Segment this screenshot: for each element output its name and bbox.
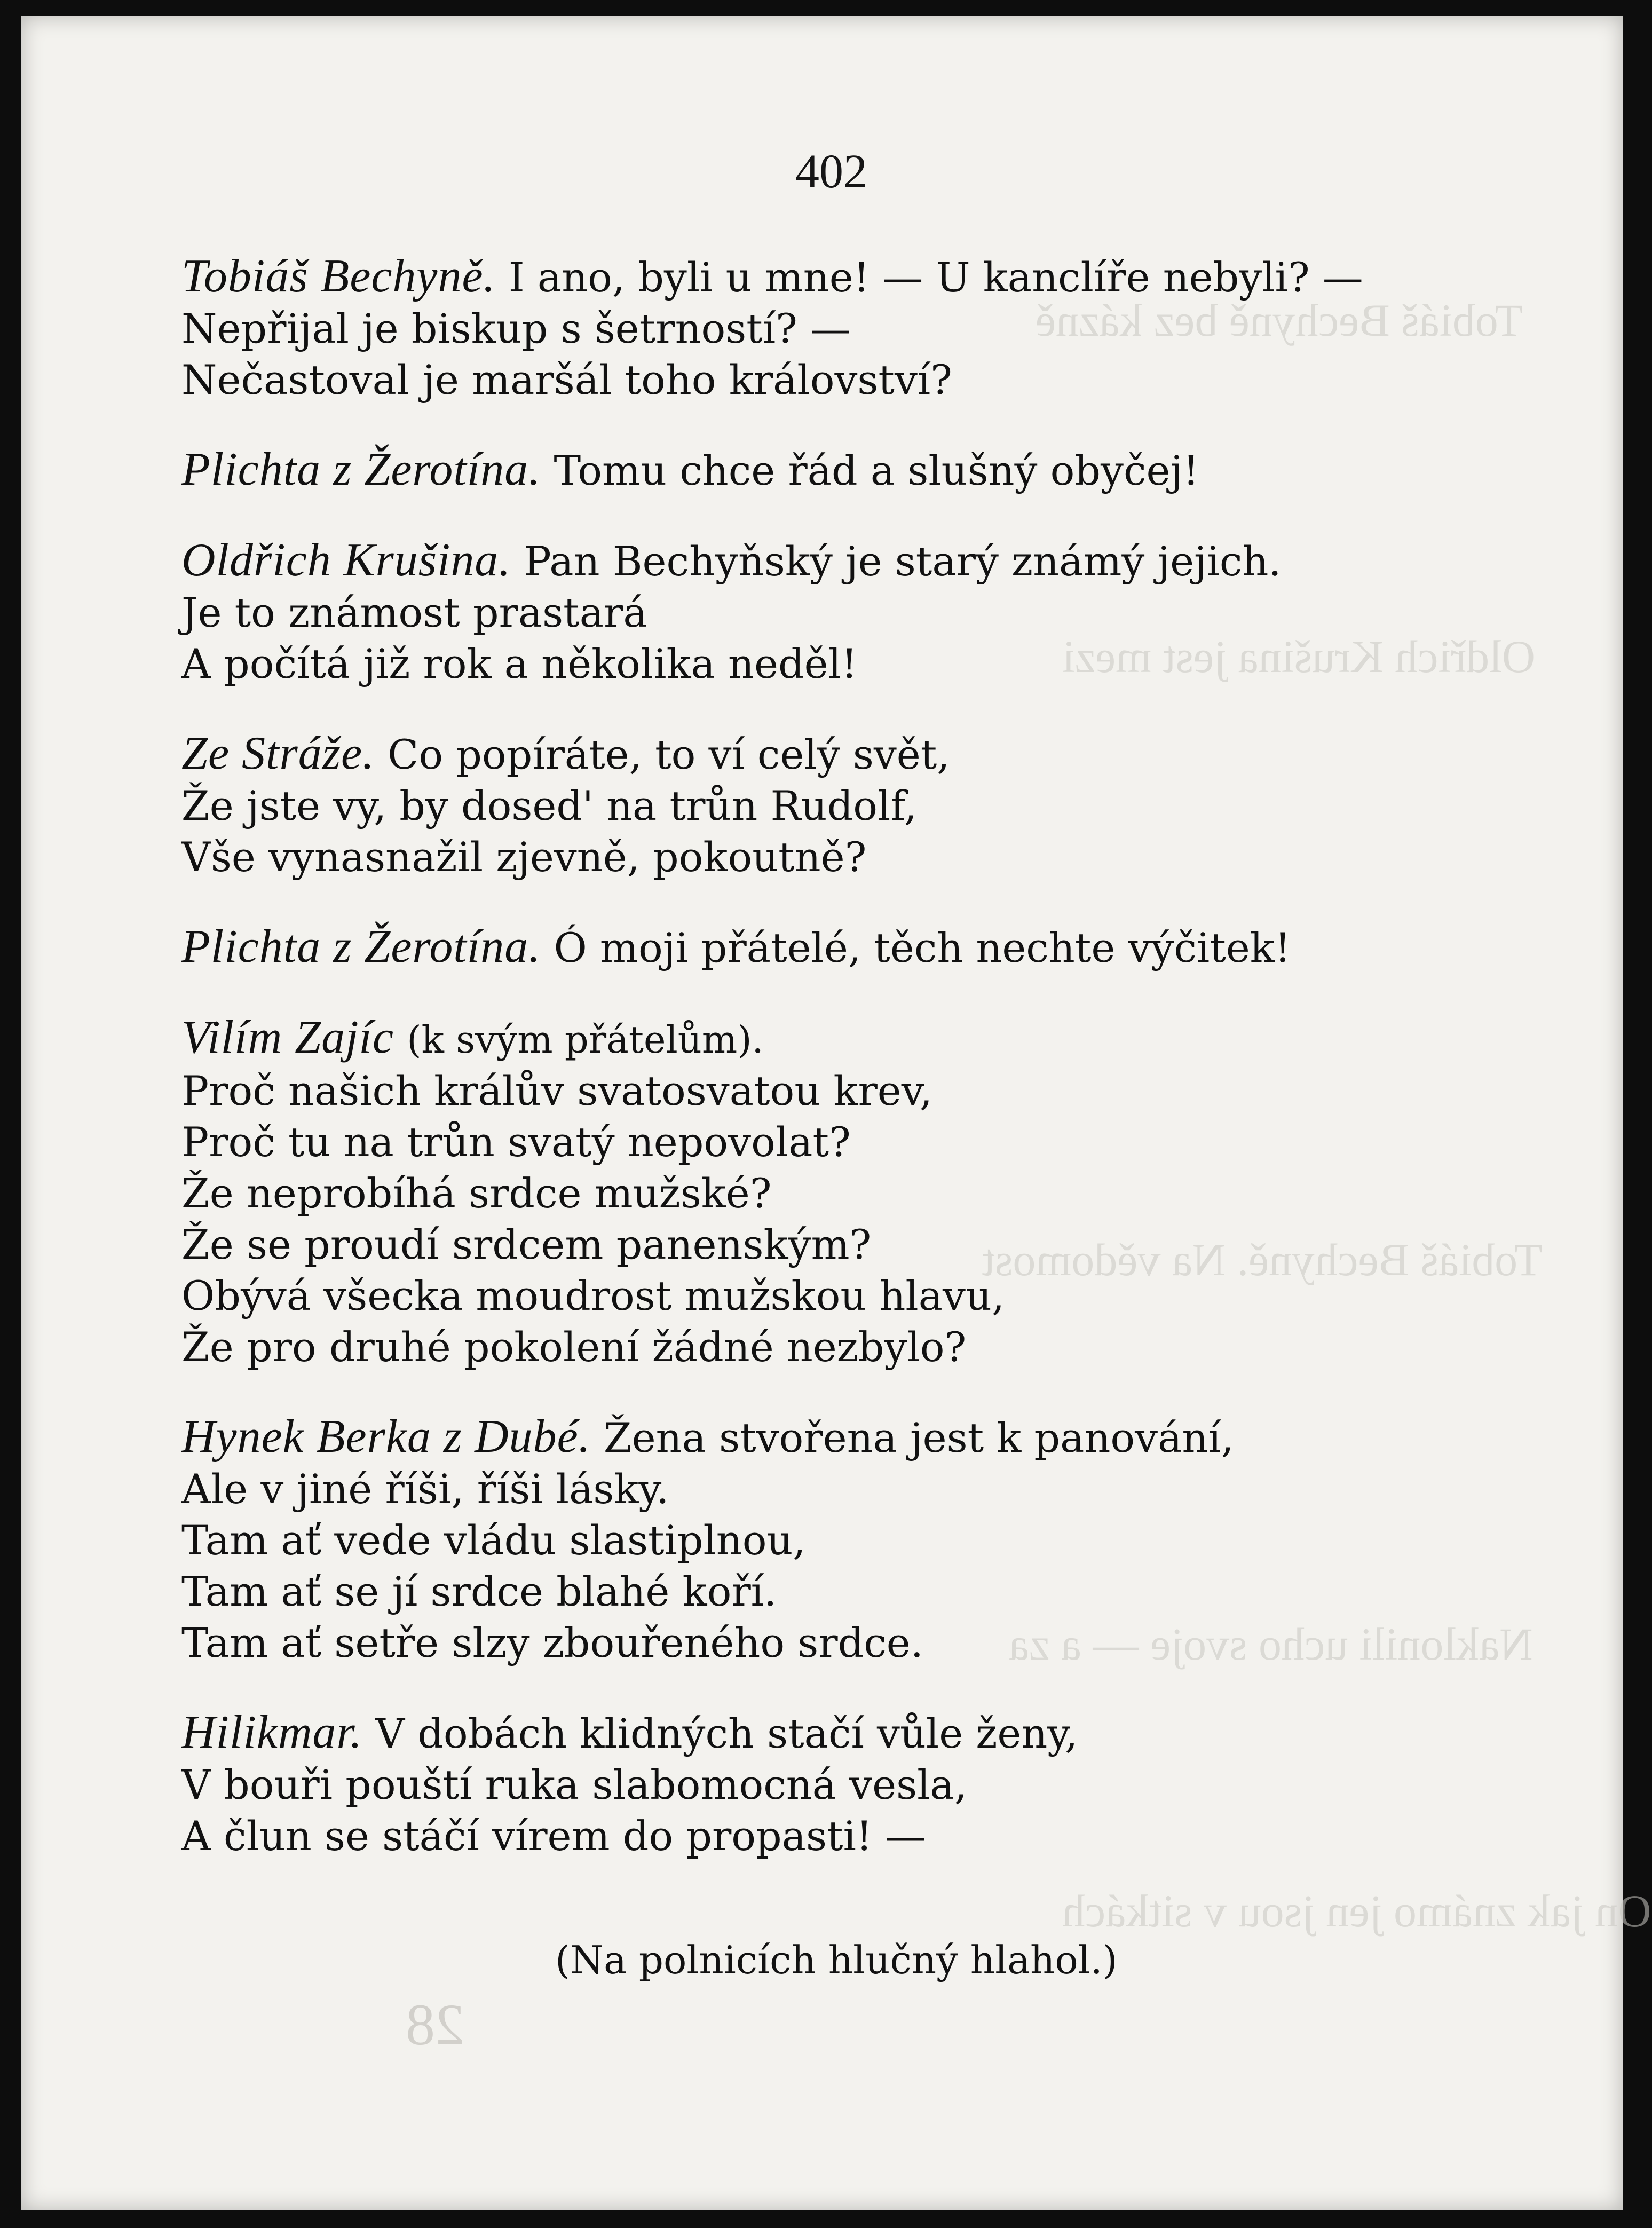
stanza	[181, 728, 1505, 883]
speaker-name: Oldřich Krušina.	[181, 534, 511, 586]
verse-line: V bouři pouští ruka slabomocná vesla,	[181, 1761, 967, 1808]
stanza	[181, 444, 1505, 496]
verse-line: Že neprobíhá srdce mužské?	[181, 1170, 772, 1217]
speaker-name: Vilím Zajíc	[181, 1012, 394, 1063]
verse-line: A počítá již rok a několika neděl!	[181, 640, 858, 688]
speaker-name: Hilikmar.	[181, 1706, 362, 1758]
stage-direction: (Na polnicích hlučný hlahol.)	[555, 1938, 1118, 1982]
bleed-through-page-number: 28	[406, 1992, 464, 2057]
bleed-through-text: Oldřich Krušina jest mezi	[1062, 631, 1536, 682]
speaker-name: Plichta z Žerotína.	[181, 921, 541, 973]
verse-line	[181, 444, 1505, 496]
verse-text: Žena stvořena jest k panování,	[603, 1414, 1234, 1461]
verse-line	[181, 1012, 1505, 1065]
verse-text: Pan Bechyňský je starý známý jejich.	[524, 538, 1282, 585]
speaker-name: Plichta z Žerotína.	[181, 444, 541, 495]
stanza	[181, 1707, 1505, 1862]
speaker-name: Ze Stráže.	[181, 728, 375, 779]
stage-direction: (k svým přátelům).	[407, 1018, 764, 1062]
verse-text: V dobách klidných stačí vůle ženy,	[375, 1710, 1078, 1757]
bleed-through-text: Tobiáš Bechyně. Na vědomost	[982, 1234, 1543, 1285]
verse-line	[181, 1707, 1505, 1759]
verse-line: Proč tu na trůn svatý nepovolat?	[181, 1118, 851, 1166]
verse-line: Ale v jiné říši, říši lásky.	[181, 1465, 669, 1513]
verse-line: Tam ať se jí srdce blahé koří.	[181, 1568, 777, 1615]
speaker-name: Hynek Berka z Dubé.	[181, 1411, 591, 1463]
verse-line: Vše vynasnažil zjevně, pokoutně?	[181, 833, 867, 881]
verse-line: Obývá všecka moudrost mužskou hlavu,	[181, 1272, 1005, 1320]
verse-line: Tam ať vede vládu slastiplnou,	[181, 1516, 806, 1564]
bleed-through-text: Naklonili ucho svoje — a za	[1009, 1618, 1533, 1670]
stanza	[181, 251, 1505, 406]
verse-line: Že jste vy, by dosed' na trůn Rudolf,	[181, 782, 917, 829]
speaker-name: Tobiáš Bechyně.	[181, 250, 496, 302]
verse-text: Co popíráte, to ví celý svět,	[388, 731, 950, 778]
verse-line	[181, 1411, 1505, 1464]
verse-line: Nepřijal je biskup s šetrností? —	[181, 305, 851, 352]
bleed-through-text: Tobiáš Bechyně bez kázně	[1036, 295, 1523, 346]
stanza	[181, 921, 1505, 974]
verse-line	[181, 921, 1505, 974]
verse-line	[181, 251, 1505, 303]
verse-line: Že se proudí srdcem panenským?	[181, 1221, 872, 1268]
verse-line: Tam ať setře slzy zbouřeného srdce.	[181, 1619, 923, 1666]
verse-line: Nečastoval je maršál toho království?	[181, 356, 952, 404]
verse-text: Ó moji přátelé, těch nechte výčitek!	[554, 924, 1291, 971]
stanza	[181, 1012, 1505, 1373]
verse-line	[181, 728, 1505, 780]
verse-text: I ano, byli u mne! — U kanclíře nebyli? —	[508, 254, 1363, 301]
verse-line	[181, 535, 1505, 587]
verse-line: Je to známost prastará	[181, 589, 647, 636]
verse-line: Proč našich králův svatosvatou krev,	[181, 1067, 932, 1115]
verse-line: A člun se stáčí vírem do propasti! —	[181, 1812, 926, 1860]
stanza	[181, 535, 1505, 690]
verse-text: Tomu chce řád a slušný obyčej!	[554, 447, 1199, 494]
stanza	[181, 1411, 1505, 1669]
play-text	[181, 251, 1505, 1900]
page-number: 402	[795, 145, 867, 198]
bleed-through-text: On jak známo jen jsou v sitkách	[1062, 1885, 1651, 1937]
verse-line: Že pro druhé pokolení žádné nezbylo?	[181, 1323, 967, 1371]
